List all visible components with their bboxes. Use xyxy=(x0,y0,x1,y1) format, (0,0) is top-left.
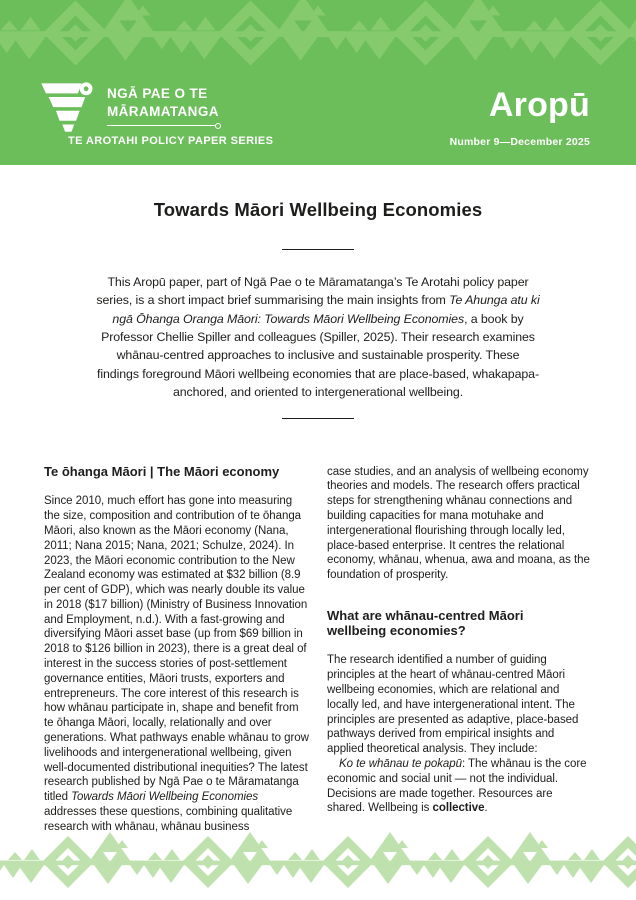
divider-rule-bottom xyxy=(282,418,354,419)
paper-body xyxy=(0,165,636,835)
series-label: TE AROTAHI POLICY PAPER SERIES xyxy=(68,135,274,147)
right-column-paragraph-1: case studies, and an analysis of wellbeing economy theories and models. The research offers practical steps for strengthening whānau connections and building capacities for mana motuhake and intergenerational flourishing through locally led, place-based enterprise. It centres the relational economy, whānau, whenua, awa and moana, as the foundation of prosperity. xyxy=(327,465,590,582)
divider-rule-top xyxy=(282,249,354,250)
left-text-1: Since 2010, much effort has gone into measuring the size, composition and contribution of te ōhanga Māori, also known as the Māori economy (Nana, 2011; Nana 2015; Nana, 2021; Schulze, 2024). In 2023, the Māori economic contribution to the New Zealand economy was estimated at $32 billion (8.9 per cent of GDP), which was nearly double its value in 2018 ($17 billion) (Ministry of Business Innovation and Employment, n.d.). With a fast-growing and diversifying Māori asset base (up from $69 billion in 2018 to $126 billion in 2023), there is a great deal of interest in the success stories of post-settlement governance entities, Māori trusts, exporters and entrepreneurs. The core interest of this research is how whānau participate in, shape and benefit from te ōhanga Māori, locally, relationally and over generations. What pathways enable whānau to grow livelihoods and intergenerational wellbeing, given well-documented distributional inequities? The latest research published by Ngā Pae o te Māramatanga titled xyxy=(44,495,309,804)
intro-book-title: Te Ahunga atu ki ngā Ōhanga Oranga Māori: Towards Māori Wellbeing Economies xyxy=(112,293,540,326)
two-column-section xyxy=(44,465,592,835)
right-column-paragraph-2: The research identified a number of guiding principles at the heart of whānau-centred Māori wellbeing economies, which are relational and locally led, and have intergenerational intent. The principles are presented as adaptive, place-based pathways derived from empirical insights and applied theoretical analysis. They include: xyxy=(327,654,579,756)
left-column xyxy=(44,465,309,835)
left-column-paragraph xyxy=(44,494,309,834)
left-text-2: addresses these questions, combining qualitative research with whānau, whānau business xyxy=(44,806,293,833)
paper-title: Towards Māori Wellbeing Economies xyxy=(153,199,483,220)
issue-number-label: Number 9—December 2025 xyxy=(449,136,590,148)
right-column-heading: What are whānau-centred Māori wellbeing economies? xyxy=(327,607,524,638)
principle-bold-word: collective xyxy=(432,802,485,815)
intro-text-2: , a book by Professor Chellie Spiller and colleagues (Spiller, 2025). Their research examines whānau-centred approaches to inclusive and sustainable prosperity. These findings foreground Māori wellbeing economies that are place-based, whakapapa-anchored, and oriented to intergenerational wellbeing. xyxy=(97,311,539,400)
left-book-title: Towards Māori Wellbeing Economies xyxy=(71,791,259,804)
org-name-line2: MĀRAMATANGA xyxy=(107,103,219,119)
taniko-pattern-top xyxy=(0,0,636,83)
brand-title: Aropū xyxy=(488,86,590,124)
logo-block xyxy=(34,80,219,136)
nga-pae-logo-icon xyxy=(34,80,98,136)
org-underline-decoration xyxy=(107,125,215,126)
principle-period: . xyxy=(484,802,488,815)
right-column xyxy=(327,465,592,835)
principle-maori-lead: Ko te whānau te pokapū xyxy=(339,758,462,771)
intro-paragraph xyxy=(95,273,541,402)
masthead xyxy=(0,0,636,165)
left-column-heading: Te ōhanga Māori | The Māori economy xyxy=(44,463,280,479)
principle-text: : The whānau is the core economic and social unit — not the individual. Decisions are made together. Resources are shared. Wellbeing is xyxy=(327,758,587,815)
org-name-line1: NGĀ PAE O TE xyxy=(107,86,208,101)
taniko-pattern-bottom xyxy=(0,822,636,900)
principle-paragraph xyxy=(327,757,592,816)
org-name xyxy=(107,80,219,126)
intro-text-1: This Aropū paper, part of Ngā Pae o te Māramatanga’s Te Arotahi policy paper series, is a short impact brief summarising the main insights from xyxy=(96,275,529,308)
